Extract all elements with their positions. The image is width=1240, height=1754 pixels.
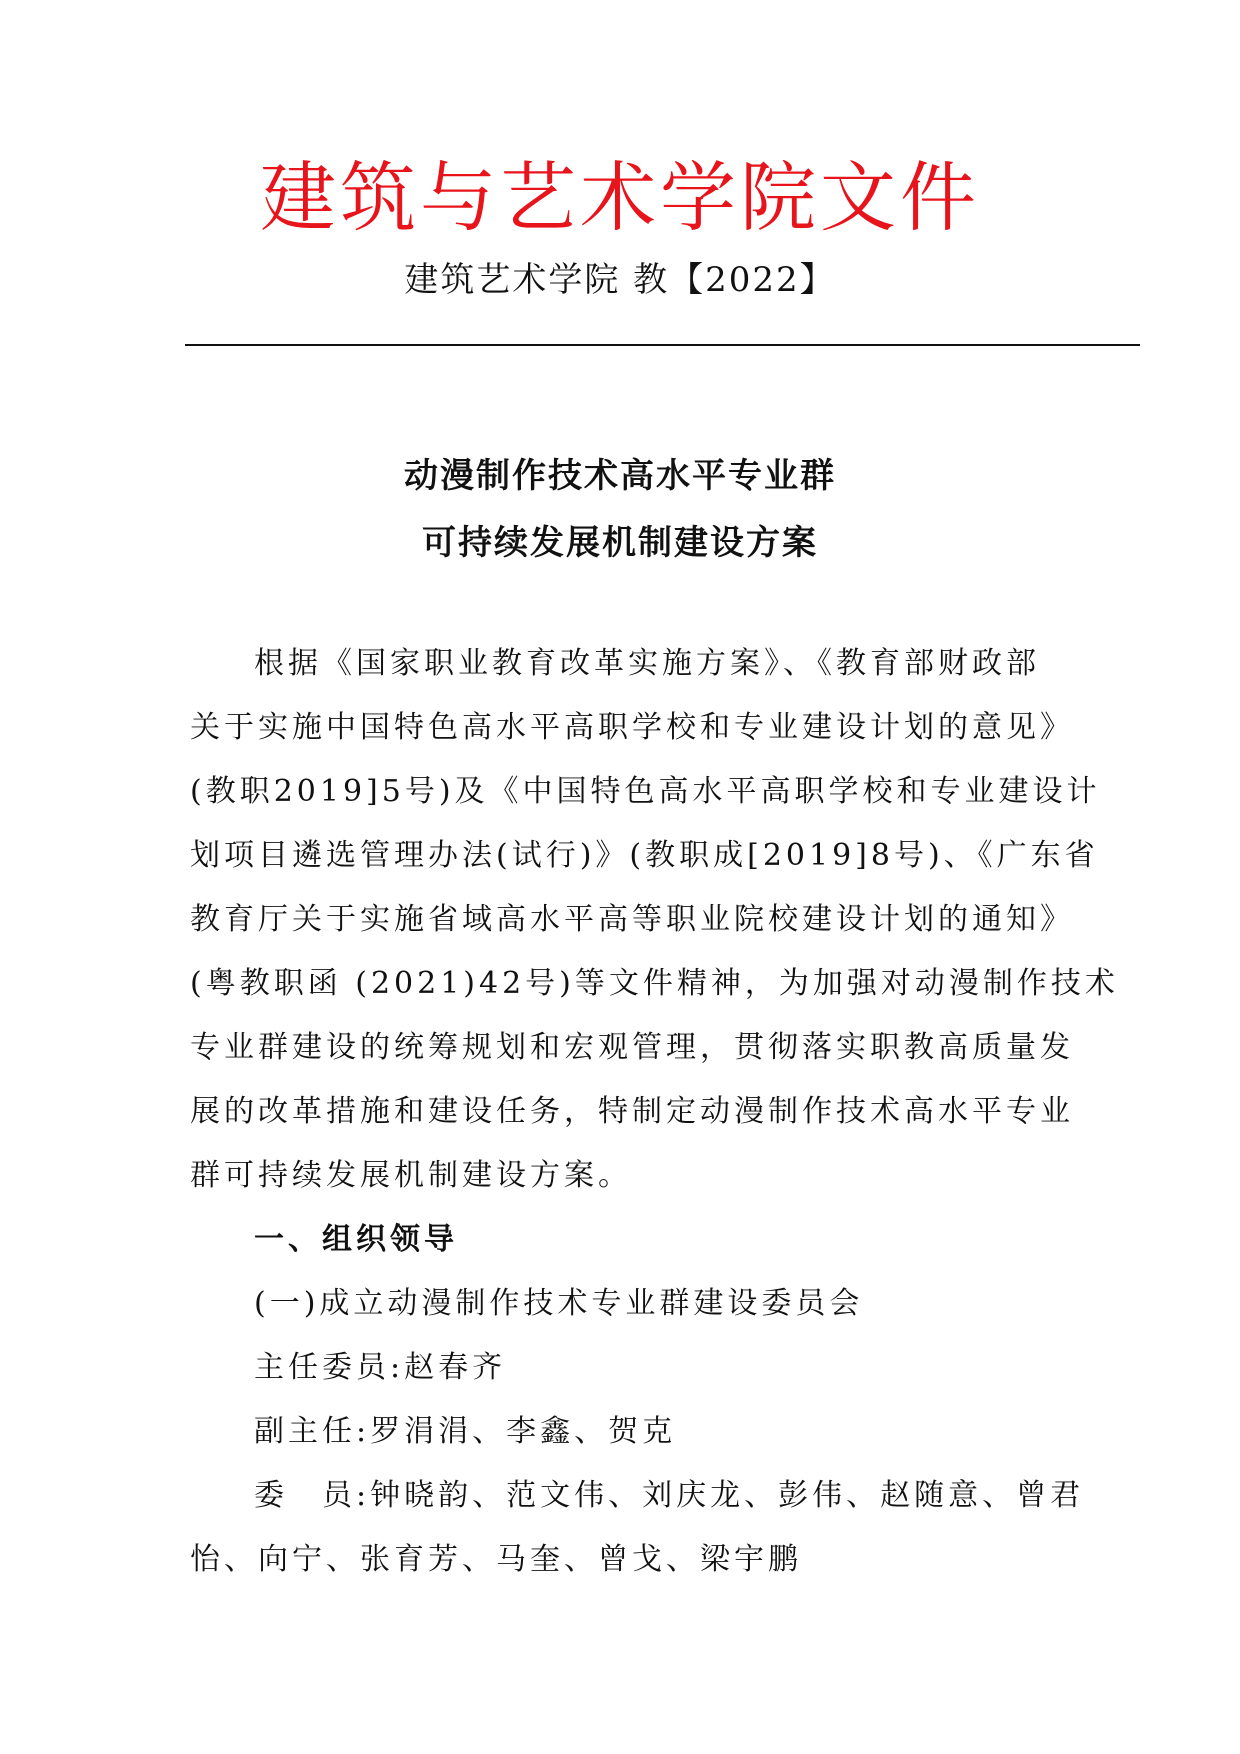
director-line: 主任委员:赵春齐 [254,1350,507,1385]
subsection-heading: (一)成立动漫制作技术专业群建设委员会 [254,1286,864,1321]
deputy-director-line: 副主任:罗涓涓、李鑫、贺克 [254,1414,677,1449]
document-number: 建筑艺术学院 教【2022】 [404,260,836,300]
paragraph-line: 划项目遴选管理办法(试行)》(教职成[2019]8号)、《广东省 [190,838,1099,873]
paragraph-line: 关于实施中国特色高水平高职学校和专业建设计划的意见》 [190,710,1074,745]
paragraph-line: (粤教职函 (2021)42号)等文件精神，为加强对动漫制作技术 [190,966,1119,1001]
paragraph-line: 群可持续发展机制建设方案。 [190,1158,632,1193]
paragraph-line: 教育厅关于实施省域高水平高等职业院校建设计划的通知》 [190,902,1074,937]
document-title-line-1: 动漫制作技术高水平专业群 [404,456,836,496]
document-title-line-2: 可持续发展机制建设方案 [422,523,818,563]
paragraph-line: 专业群建设的统筹规划和宏观管理，贯彻落实职教高质量发 [190,1030,1074,1065]
section-heading: 一、组织领导 [254,1222,458,1257]
members-line-2: 怡、向宁、张育芳、马奎、曾戈、梁宇鹏 [190,1542,802,1577]
document-header-title: 建筑与艺术学院文件 [260,153,980,242]
paragraph-line: (教职2019]5号)及《中国特色高水平高职学校和专业建设计 [190,774,1101,809]
paragraph-line: 展的改革措施和建设任务，特制定动漫制作技术高水平专业 [190,1094,1074,1129]
header-divider [185,344,1140,346]
members-line-1: 委 员:钟晓韵、范文伟、刘庆龙、彭伟、赵随意、曾君 [254,1478,1085,1513]
paragraph-line: 根据《国家职业教育改革实施方案》、《教育部财政部 [254,646,1040,681]
